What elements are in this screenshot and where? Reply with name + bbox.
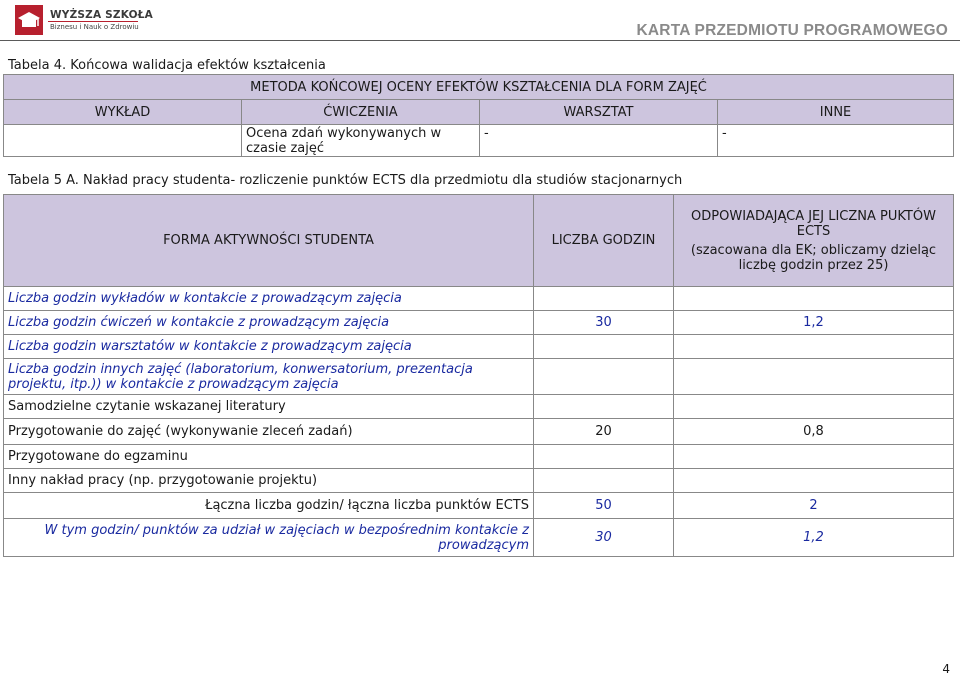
contact-row bbox=[4, 519, 954, 557]
table4-caption: Tabela 4. Końcowa walidacja efektów kształcenia bbox=[8, 58, 326, 73]
col-cwiczenia: ĆWICZENIA bbox=[242, 100, 480, 125]
ects-exam-prep bbox=[674, 445, 954, 469]
ects-other-work bbox=[674, 469, 954, 493]
table4-method-row bbox=[4, 125, 954, 157]
total-hours: 50 bbox=[534, 493, 674, 519]
total-ects: 2 bbox=[674, 493, 954, 519]
activity-lectures: Liczba godzin wykładów w kontakcie z prowadzącym zajęcia bbox=[4, 287, 534, 311]
hours-lectures bbox=[534, 287, 674, 311]
ects-other-classes bbox=[674, 359, 954, 395]
table-row bbox=[4, 335, 954, 359]
table-row bbox=[4, 445, 954, 469]
contact-hours: 30 bbox=[534, 519, 674, 557]
table-row bbox=[4, 287, 954, 311]
activity-preparation: Przygotowanie do zajęć (wykonywanie zleceń zadań) bbox=[4, 419, 534, 445]
col-warsztat: WARSZTAT bbox=[480, 100, 718, 125]
document-title: KARTA PRZEDMIOTU PROGRAMOWEGO bbox=[636, 22, 948, 39]
hours-exam-prep bbox=[534, 445, 674, 469]
hours-workshops bbox=[534, 335, 674, 359]
hours-other-classes bbox=[534, 359, 674, 395]
table5 bbox=[3, 194, 954, 557]
header-activity: FORMA AKTYWNOŚCI STUDENTA bbox=[4, 195, 534, 287]
col-inne: INNE bbox=[718, 100, 954, 125]
cell-wyklad-method bbox=[4, 125, 242, 157]
table4-columns-row bbox=[4, 100, 954, 125]
table-row bbox=[4, 469, 954, 493]
header-divider bbox=[0, 40, 960, 41]
activity-reading: Samodzielne czytanie wskazanej literatury bbox=[4, 395, 534, 419]
logo-name: WYŻSZA SZKOŁA bbox=[50, 9, 153, 21]
school-logo bbox=[14, 4, 153, 38]
hours-preparation: 20 bbox=[534, 419, 674, 445]
ects-exercises: 1,2 bbox=[674, 311, 954, 335]
table4 bbox=[3, 74, 954, 157]
total-row bbox=[4, 493, 954, 519]
activity-exam-prep: Przygotowane do egzaminu bbox=[4, 445, 534, 469]
hours-reading bbox=[534, 395, 674, 419]
table-row bbox=[4, 359, 954, 395]
header-ects-title: ODPOWIADAJĄCA JEJ LICZNA PUKTÓW ECTS bbox=[691, 208, 936, 239]
hours-exercises: 30 bbox=[534, 311, 674, 335]
cell-cwiczenia-method: Ocena zdań wykonywanych w czasie zajęć bbox=[242, 125, 480, 157]
header-ects bbox=[674, 195, 954, 287]
page-number: 4 bbox=[942, 662, 950, 676]
logo-divider bbox=[48, 21, 138, 22]
table4-heading: METODA KOŃCOWEJ OCENY EFEKTÓW KSZTAŁCENIA DLA FORM ZAJĘĆ bbox=[4, 75, 954, 100]
hours-other-work bbox=[534, 469, 674, 493]
ects-reading bbox=[674, 395, 954, 419]
table-row bbox=[4, 395, 954, 419]
col-wyklad: WYKŁAD bbox=[4, 100, 242, 125]
table5-header-row bbox=[4, 195, 954, 287]
logo-subtitle: Biznesu i Nauk o Zdrowiu bbox=[50, 23, 139, 31]
table5-caption: Tabela 5 A. Nakład pracy studenta- rozliczenie punktów ECTS dla przedmiotu dla studiów stacjonarnych bbox=[8, 173, 683, 188]
ects-workshops bbox=[674, 335, 954, 359]
activity-other-work: Inny nakład pracy (np. przygotowanie projektu) bbox=[4, 469, 534, 493]
total-label: Łączna liczba godzin/ łączna liczba punktów ECTS bbox=[4, 493, 534, 519]
ects-preparation: 0,8 bbox=[674, 419, 954, 445]
table-row bbox=[4, 419, 954, 445]
activity-other-classes: Liczba godzin innych zajęć (laboratorium, konwersatorium, prezentacja projektu, itp.)) w kontakcie z prowadzącym zajęcia bbox=[4, 359, 534, 395]
header-hours: LICZBA GODZIN bbox=[534, 195, 674, 287]
table4-heading-row bbox=[4, 75, 954, 100]
header-ects-note: (szacowana dla EK; obliczamy dzieląc liczbę godzin przez 25) bbox=[690, 242, 937, 273]
cell-warsztat-method: - bbox=[480, 125, 718, 157]
contact-ects: 1,2 bbox=[674, 519, 954, 557]
cell-inne-method: - bbox=[718, 125, 954, 157]
activity-workshops: Liczba godzin warsztatów w kontakcie z prowadzącym zajęcia bbox=[4, 335, 534, 359]
contact-label: W tym godzin/ punktów za udział w zajęciach w bezpośrednim kontakcie z prowadzącym bbox=[4, 519, 534, 557]
table-row bbox=[4, 311, 954, 335]
school-emblem-icon bbox=[14, 4, 44, 36]
activity-exercises: Liczba godzin ćwiczeń w kontakcie z prowadzącym zajęcia bbox=[4, 311, 534, 335]
ects-lectures bbox=[674, 287, 954, 311]
